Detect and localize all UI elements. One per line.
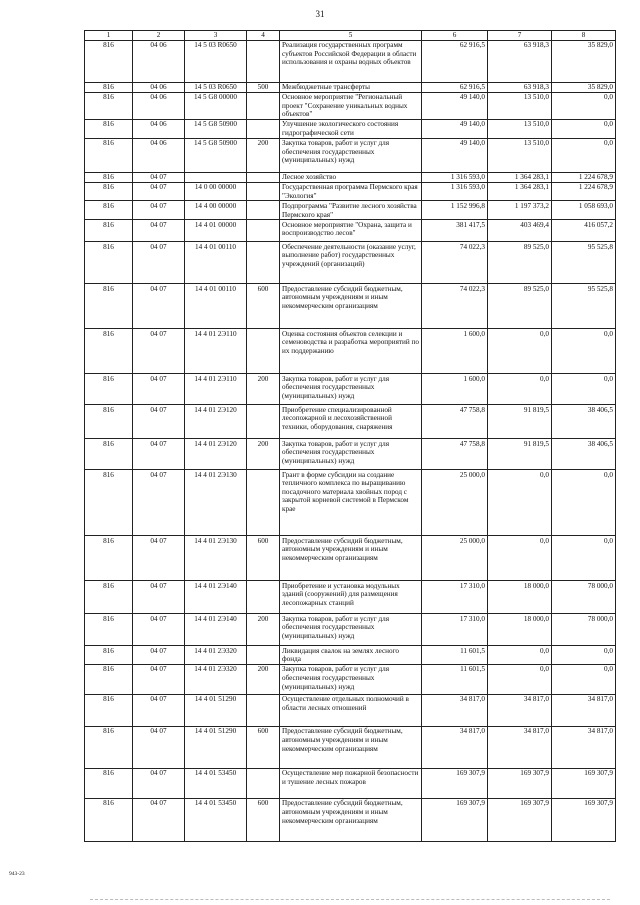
amount-year1-cell: 47 758,8 — [422, 439, 488, 470]
expense-type-cell — [247, 40, 280, 82]
description-cell: Основное мероприятие "Региональный проект "Сохранение уникальных водных объектов" — [280, 92, 422, 119]
amount-year2-cell: 89 525,0 — [488, 284, 552, 329]
amount-year1-cell: 169 307,9 — [422, 768, 488, 798]
target-article-cell: 14 4 01 2Э130 — [185, 470, 247, 536]
expense-type-cell: 600 — [247, 798, 280, 841]
admin-code-cell: 816 — [85, 329, 133, 374]
section-code-cell: 04 07 — [133, 284, 185, 329]
amount-year2-cell: 91 819,5 — [488, 405, 552, 439]
expense-type-cell — [247, 646, 280, 665]
amount-year3-cell: 0,0 — [552, 646, 616, 665]
table-row — [85, 242, 616, 284]
expense-type-cell: 200 — [247, 138, 280, 172]
amount-year3-cell: 95 525,8 — [552, 242, 616, 284]
table-row — [85, 374, 616, 405]
section-code-cell: 04 07 — [133, 726, 185, 768]
target-article-cell: 14 4 01 53450 — [185, 768, 247, 798]
table-row — [85, 119, 616, 138]
table-row — [85, 581, 616, 614]
table-row — [85, 220, 616, 242]
description-cell: Приобретение и установка модульных зданий (сооружений) для размещения лесопожарных станций — [280, 581, 422, 614]
target-article-cell: 14 4 01 2Э120 — [185, 439, 247, 470]
amount-year3-cell: 38 406,5 — [552, 439, 616, 470]
amount-year3-cell: 169 307,9 — [552, 798, 616, 841]
column-header-2: 2 — [133, 31, 185, 41]
target-article-cell: 14 4 01 00110 — [185, 242, 247, 284]
section-code-cell: 04 06 — [133, 92, 185, 119]
amount-year1-cell: 381 417,5 — [422, 220, 488, 242]
amount-year1-cell: 49 140,0 — [422, 92, 488, 119]
section-code-cell: 04 07 — [133, 581, 185, 614]
description-cell: Закупка товаров, работ и услуг для обеспечения государственных (муниципальных) нужд — [280, 439, 422, 470]
target-article-cell: 14 4 01 51290 — [185, 726, 247, 768]
amount-year1-cell: 62 916,5 — [422, 40, 488, 82]
amount-year2-cell: 34 817,0 — [488, 726, 552, 768]
target-article-cell: 14 4 01 00110 — [185, 284, 247, 329]
amount-year3-cell: 78 000,0 — [552, 614, 616, 646]
description-cell: Оценка состояния объектов селекции и семеноводства и разработка мероприятий по их поддержанию — [280, 329, 422, 374]
amount-year2-cell: 403 469,4 — [488, 220, 552, 242]
description-cell: Улучшение экологического состояния гидрографической сети — [280, 119, 422, 138]
amount-year3-cell: 0,0 — [552, 374, 616, 405]
table-row — [85, 646, 616, 665]
amount-year1-cell: 1 316 593,0 — [422, 172, 488, 182]
table-row — [85, 329, 616, 374]
section-code-cell: 04 07 — [133, 172, 185, 182]
admin-code-cell: 816 — [85, 220, 133, 242]
section-code-cell: 04 07 — [133, 536, 185, 581]
expense-type-cell — [247, 768, 280, 798]
amount-year3-cell: 38 406,5 — [552, 405, 616, 439]
description-cell: Государственная программа Пермского края "Экология" — [280, 182, 422, 201]
admin-code-cell: 816 — [85, 405, 133, 439]
expense-type-cell: 200 — [247, 374, 280, 405]
amount-year3-cell: 1 058 693,0 — [552, 201, 616, 220]
table-row — [85, 405, 616, 439]
section-code-cell: 04 07 — [133, 182, 185, 201]
description-cell: Основное мероприятие "Охрана, защита и воспроизводство лесов" — [280, 220, 422, 242]
target-article-cell: 14 4 01 00000 — [185, 220, 247, 242]
admin-code-cell: 816 — [85, 439, 133, 470]
section-code-cell: 04 07 — [133, 439, 185, 470]
expense-type-cell — [247, 220, 280, 242]
amount-year1-cell: 17 310,0 — [422, 614, 488, 646]
amount-year3-cell: 35 829,0 — [552, 40, 616, 82]
admin-code-cell: 816 — [85, 536, 133, 581]
amount-year3-cell: 416 057,2 — [552, 220, 616, 242]
admin-code-cell: 816 — [85, 201, 133, 220]
section-code-cell: 04 07 — [133, 614, 185, 646]
admin-code-cell: 816 — [85, 119, 133, 138]
amount-year2-cell: 0,0 — [488, 664, 552, 694]
table-row — [85, 172, 616, 182]
page-bottom-edge — [90, 899, 610, 900]
table-row — [85, 664, 616, 694]
admin-code-cell: 816 — [85, 242, 133, 284]
amount-year1-cell: 1 600,0 — [422, 329, 488, 374]
table-row — [85, 726, 616, 768]
admin-code-cell: 816 — [85, 182, 133, 201]
description-cell: Предоставление субсидий бюджетным, автономным учреждениям и иным некоммерческим организациям — [280, 536, 422, 581]
amount-year3-cell: 1 224 678,9 — [552, 172, 616, 182]
target-article-cell: 14 5 03 R0650 — [185, 40, 247, 82]
amount-year3-cell: 0,0 — [552, 664, 616, 694]
amount-year3-cell: 0,0 — [552, 536, 616, 581]
expense-type-cell: 500 — [247, 82, 280, 92]
expense-type-cell — [247, 182, 280, 201]
section-code-cell: 04 07 — [133, 646, 185, 665]
table-header-row — [85, 31, 616, 41]
target-article-cell: 14 5 G8 50900 — [185, 138, 247, 172]
expense-type-cell: 600 — [247, 284, 280, 329]
amount-year2-cell: 0,0 — [488, 374, 552, 405]
amount-year3-cell: 34 817,0 — [552, 694, 616, 726]
table-row — [85, 182, 616, 201]
table-row — [85, 614, 616, 646]
amount-year2-cell: 169 307,9 — [488, 768, 552, 798]
target-article-cell — [185, 172, 247, 182]
target-article-cell: 14 4 01 2Э110 — [185, 374, 247, 405]
section-code-cell: 04 06 — [133, 119, 185, 138]
description-cell: Лесное хозяйство — [280, 172, 422, 182]
amount-year3-cell: 0,0 — [552, 470, 616, 536]
table-row — [85, 92, 616, 119]
target-article-cell: 14 4 01 51290 — [185, 694, 247, 726]
amount-year2-cell: 1 364 283,1 — [488, 182, 552, 201]
table-row — [85, 201, 616, 220]
description-cell: Приобретение специализированной лесопожарной и лесохозяйственной техники, оборудования, снаряжения — [280, 405, 422, 439]
amount-year1-cell: 47 758,8 — [422, 405, 488, 439]
table-row — [85, 284, 616, 329]
table-row — [85, 439, 616, 470]
amount-year3-cell: 0,0 — [552, 138, 616, 172]
section-code-cell: 04 07 — [133, 664, 185, 694]
table-row — [85, 694, 616, 726]
target-article-cell: 14 0 00 00000 — [185, 182, 247, 201]
amount-year3-cell: 0,0 — [552, 92, 616, 119]
description-cell: Ликвидация свалок на землях лесного фонда — [280, 646, 422, 665]
admin-code-cell: 816 — [85, 470, 133, 536]
section-code-cell: 04 07 — [133, 201, 185, 220]
section-code-cell: 04 07 — [133, 768, 185, 798]
table-row — [85, 138, 616, 172]
expense-type-cell — [247, 92, 280, 119]
expense-type-cell — [247, 119, 280, 138]
amount-year1-cell: 25 000,0 — [422, 470, 488, 536]
table-row — [85, 82, 616, 92]
expense-type-cell — [247, 581, 280, 614]
section-code-cell: 04 06 — [133, 138, 185, 172]
amount-year1-cell: 17 310,0 — [422, 581, 488, 614]
amount-year2-cell: 13 510,0 — [488, 119, 552, 138]
table-body — [85, 40, 616, 841]
expense-type-cell: 200 — [247, 439, 280, 470]
amount-year3-cell: 1 224 678,9 — [552, 182, 616, 201]
amount-year2-cell: 18 000,0 — [488, 581, 552, 614]
amount-year1-cell: 1 600,0 — [422, 374, 488, 405]
amount-year1-cell: 169 307,9 — [422, 798, 488, 841]
amount-year2-cell: 0,0 — [488, 646, 552, 665]
section-code-cell: 04 07 — [133, 798, 185, 841]
amount-year1-cell: 34 817,0 — [422, 694, 488, 726]
amount-year1-cell: 74 022,3 — [422, 242, 488, 284]
amount-year2-cell: 18 000,0 — [488, 614, 552, 646]
description-cell: Закупка товаров, работ и услуг для обеспечения государственных (муниципальных) нужд — [280, 614, 422, 646]
section-code-cell: 04 07 — [133, 405, 185, 439]
amount-year2-cell: 63 918,3 — [488, 40, 552, 82]
description-cell: Предоставление субсидий бюджетным, автономным учреждениям и иным некоммерческим организациям — [280, 726, 422, 768]
amount-year3-cell: 78 000,0 — [552, 581, 616, 614]
amount-year1-cell: 25 000,0 — [422, 536, 488, 581]
description-cell: Осуществление мер пожарной безопасности и тушение лесных пожаров — [280, 768, 422, 798]
amount-year1-cell: 62 916,5 — [422, 82, 488, 92]
table-row — [85, 536, 616, 581]
amount-year2-cell: 13 510,0 — [488, 138, 552, 172]
amount-year2-cell: 0,0 — [488, 536, 552, 581]
amount-year3-cell: 0,0 — [552, 329, 616, 374]
budget-table — [84, 30, 616, 842]
amount-year1-cell: 11 601,5 — [422, 646, 488, 665]
admin-code-cell: 816 — [85, 172, 133, 182]
amount-year2-cell: 169 307,9 — [488, 798, 552, 841]
section-code-cell: 04 07 — [133, 242, 185, 284]
expense-type-cell: 600 — [247, 536, 280, 581]
target-article-cell: 14 4 01 2Э140 — [185, 581, 247, 614]
admin-code-cell: 816 — [85, 581, 133, 614]
target-article-cell: 14 4 01 2Э130 — [185, 536, 247, 581]
admin-code-cell: 816 — [85, 694, 133, 726]
column-header-4: 4 — [247, 31, 280, 41]
description-cell: Осуществление отдельных полномочий в области лесных отношений — [280, 694, 422, 726]
admin-code-cell: 816 — [85, 40, 133, 82]
admin-code-cell: 816 — [85, 646, 133, 665]
description-cell: Грант в форме субсидии на создание тепличного комплекса по выращиванию посадочного материала хвойных пород с закрытой корневой системой в Пермском крае — [280, 470, 422, 536]
page-number: 31 — [315, 9, 325, 19]
admin-code-cell: 816 — [85, 768, 133, 798]
amount-year3-cell: 0,0 — [552, 119, 616, 138]
target-article-cell: 14 4 01 53450 — [185, 798, 247, 841]
description-cell: Предоставление субсидий бюджетным, автономным учреждениям и иным некоммерческим организациям — [280, 798, 422, 841]
description-cell: Реализация государственных программ субъектов Российской Федерации в области использования и охраны водных объектов — [280, 40, 422, 82]
table-row — [85, 470, 616, 536]
description-cell: Подпрограмма "Развитие лесного хозяйства Пермского края" — [280, 201, 422, 220]
amount-year2-cell: 91 819,5 — [488, 439, 552, 470]
amount-year1-cell: 1 316 593,0 — [422, 182, 488, 201]
admin-code-cell: 816 — [85, 138, 133, 172]
target-article-cell: 14 4 01 2Э140 — [185, 614, 247, 646]
column-header-1: 1 — [85, 31, 133, 41]
amount-year1-cell: 1 152 996,8 — [422, 201, 488, 220]
column-header-3: 3 — [185, 31, 247, 41]
expense-type-cell — [247, 201, 280, 220]
description-cell: Предоставление субсидий бюджетным, автономным учреждениям и иным некоммерческим организациям — [280, 284, 422, 329]
admin-code-cell: 816 — [85, 614, 133, 646]
column-header-5: 5 — [280, 31, 422, 41]
column-header-8: 8 — [552, 31, 616, 41]
amount-year2-cell: 0,0 — [488, 329, 552, 374]
target-article-cell: 14 4 01 2Э320 — [185, 664, 247, 694]
section-code-cell: 04 07 — [133, 470, 185, 536]
amount-year1-cell: 49 140,0 — [422, 138, 488, 172]
expense-type-cell — [247, 470, 280, 536]
amount-year2-cell: 34 817,0 — [488, 694, 552, 726]
admin-code-cell: 816 — [85, 92, 133, 119]
amount-year2-cell: 0,0 — [488, 470, 552, 536]
expense-type-cell: 200 — [247, 664, 280, 694]
admin-code-cell: 816 — [85, 82, 133, 92]
target-article-cell: 14 5 G8 50900 — [185, 119, 247, 138]
amount-year2-cell: 63 918,3 — [488, 82, 552, 92]
target-article-cell: 14 4 01 2Э120 — [185, 405, 247, 439]
amount-year1-cell: 34 817,0 — [422, 726, 488, 768]
admin-code-cell: 816 — [85, 664, 133, 694]
description-cell: Закупка товаров, работ и услуг для обеспечения государственных (муниципальных) нужд — [280, 664, 422, 694]
expense-type-cell — [247, 242, 280, 284]
target-article-cell: 14 4 01 2Э320 — [185, 646, 247, 665]
amount-year3-cell: 34 817,0 — [552, 726, 616, 768]
amount-year1-cell: 11 601,5 — [422, 664, 488, 694]
expense-type-cell: 200 — [247, 614, 280, 646]
target-article-cell: 14 4 00 00000 — [185, 201, 247, 220]
amount-year1-cell: 49 140,0 — [422, 119, 488, 138]
admin-code-cell: 816 — [85, 374, 133, 405]
table-row — [85, 40, 616, 82]
amount-year3-cell: 95 525,8 — [552, 284, 616, 329]
admin-code-cell: 816 — [85, 284, 133, 329]
section-code-cell: 04 07 — [133, 329, 185, 374]
description-cell: Межбюджетные трансферты — [280, 82, 422, 92]
column-header-7: 7 — [488, 31, 552, 41]
admin-code-cell: 816 — [85, 726, 133, 768]
column-header-6: 6 — [422, 31, 488, 41]
table-row — [85, 798, 616, 841]
section-code-cell: 04 07 — [133, 374, 185, 405]
amount-year2-cell: 1 197 373,2 — [488, 201, 552, 220]
target-article-cell: 14 5 G8 00000 — [185, 92, 247, 119]
target-article-cell: 14 5 03 R0650 — [185, 82, 247, 92]
expense-type-cell — [247, 172, 280, 182]
amount-year3-cell: 169 307,9 — [552, 768, 616, 798]
section-code-cell: 04 07 — [133, 220, 185, 242]
section-code-cell: 04 06 — [133, 40, 185, 82]
section-code-cell: 04 07 — [133, 694, 185, 726]
amount-year3-cell: 35 829,0 — [552, 82, 616, 92]
description-cell: Закупка товаров, работ и услуг для обеспечения государственных (муниципальных) нужд — [280, 138, 422, 172]
document-code: 943-23 — [9, 871, 25, 877]
amount-year1-cell: 74 022,3 — [422, 284, 488, 329]
target-article-cell: 14 4 01 2Э110 — [185, 329, 247, 374]
expense-type-cell — [247, 694, 280, 726]
description-cell: Закупка товаров, работ и услуг для обеспечения государственных (муниципальных) нужд — [280, 374, 422, 405]
admin-code-cell: 816 — [85, 798, 133, 841]
amount-year2-cell: 13 510,0 — [488, 92, 552, 119]
expense-type-cell — [247, 329, 280, 374]
amount-year2-cell: 1 364 283,1 — [488, 172, 552, 182]
amount-year2-cell: 89 525,0 — [488, 242, 552, 284]
expense-type-cell — [247, 405, 280, 439]
section-code-cell: 04 06 — [133, 82, 185, 92]
expense-type-cell: 600 — [247, 726, 280, 768]
description-cell: Обеспечение деятельности (оказание услуг, выполнение работ) государственных учреждений (организаций) — [280, 242, 422, 284]
table-row — [85, 768, 616, 798]
